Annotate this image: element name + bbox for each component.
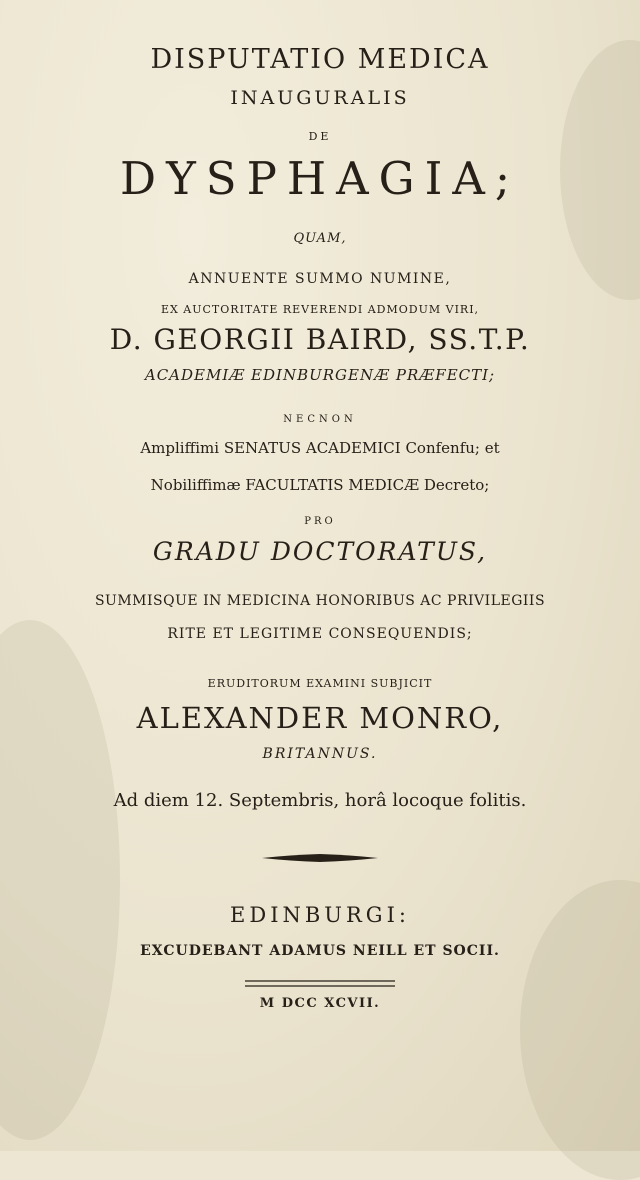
pro-line: PRO <box>304 516 336 527</box>
rite-line: RITE ET LEGITIME CONSEQUENDIS; <box>167 626 473 642</box>
author-name: ALEXANDER MONRO, <box>136 701 504 735</box>
senatus-line: Ampliffimi SENATUS ACADEMICI Confenfu; et <box>140 439 500 457</box>
year-line: M DCC XCVII. <box>259 996 381 1011</box>
double-rule <box>245 978 395 990</box>
paper-stain <box>0 620 120 1140</box>
word-de: DE <box>308 130 332 143</box>
academiae-line: ACADEMIÆ EDINBURGENÆ PRÆFECTI; <box>144 366 496 384</box>
gradu-line: GRADU DOCTORATUS, <box>152 537 488 566</box>
ornamental-rule <box>260 852 380 864</box>
necnon-line: NECNON <box>283 414 357 425</box>
eruditorum-line: ERUDITORUM EXAMINI SUBJICIT <box>207 677 433 690</box>
date-line: Ad diem 12. Septembris, horâ locoque folitis. <box>113 790 527 811</box>
word-quam: QUAM, <box>293 231 347 246</box>
heading-disputatio: DISPUTATIO MEDICA <box>150 44 490 75</box>
subject-title: DYSPHAGIA; <box>119 152 520 205</box>
annuente-line: ANNUENTE SUMMO NUMINE, <box>188 271 452 287</box>
city-line: EDINBURGI: <box>230 903 410 927</box>
summisque-line: SUMMISQUE IN MEDICINA HONORIBUS AC PRIVILEGIIS <box>94 593 546 609</box>
heading-inauguralis: INAUGURALIS <box>230 87 410 109</box>
rector-name: D. GEORGII BAIRD, SS.T.P. <box>109 323 531 356</box>
printer-line: EXCUDEBANT ADAMUS NEILL ET SOCII. <box>140 943 500 959</box>
facultatis-line: Nobiliffimæ FACULTATIS MEDICÆ Decreto; <box>150 476 490 494</box>
britannus-line: BRITANNUS. <box>262 746 378 762</box>
ex-auctoritate-line: EX AUCTORITATE REVERENDI ADMODUM VIRI, <box>160 303 480 316</box>
